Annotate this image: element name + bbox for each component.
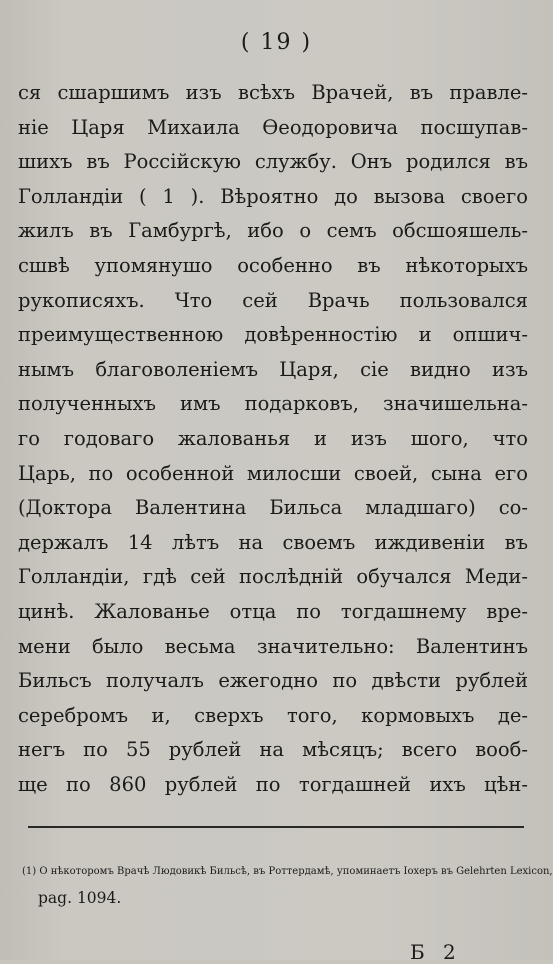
footnote-line: pag. 1094. — [38, 889, 122, 907]
text-line: держалъ 14 лѣтъ на своемъ иждивеніи въ — [18, 530, 528, 554]
text-line: негъ по 55 рублей на мѣсяцъ; всего вооб- — [18, 738, 528, 762]
text-line: сшвѣ упомянушо особенно въ нѣкоторыхъ — [18, 253, 528, 277]
text-line: ся сшаршимъ изъ всѣхъ Врачей, въ правле- — [18, 81, 528, 104]
text-line: жилъ въ Гамбургѣ, ибо о семъ обсшояшель- — [18, 219, 528, 243]
text-line: Голландіи, гдѣ сей послѣдній обучался Меди- — [18, 565, 528, 589]
text-line: серебромъ и, сверхъ того, кормовыхъ де- — [18, 703, 528, 727]
text-line: (Доктора Валентина Бильса младшаго) со- — [18, 496, 528, 520]
body-text — [18, 76, 528, 802]
text-line: цинѣ. Жалованье отца по тогдашнему вре- — [18, 599, 528, 623]
footnote-line: (1) О нѣкоторомъ Врачѣ Людовикѣ Бильсѣ, въ Роттердамѣ, упоминаетъ Іохеръ въ Gelehrten Lexicon, — [22, 866, 553, 877]
page-number: ( 19 ) — [240, 30, 313, 55]
text-line: ніе Царя Михаила Ѳеодоровича посшупав- — [18, 115, 528, 139]
footnote-divider — [28, 826, 524, 828]
text-line: рукописяхъ. Что сей Врачь пользовался — [18, 288, 528, 312]
signature-mark: Б 2 — [410, 940, 462, 964]
text-line: Голландіи ( 1 ). Вѣроятно до вызова своего — [18, 184, 528, 208]
text-line: преимущественною довѣренностію и опшич- — [18, 323, 528, 347]
text-line: го годоваго жалованья и изъ шого, что — [18, 426, 528, 450]
text-line: нымъ благоволеніемъ Царя, сіе видно изъ — [18, 357, 528, 381]
text-line: Царь, по особенной милосши своей, сына его — [18, 461, 528, 485]
text-line: ще по 860 рублей по тогдашней ихъ цѣн- — [18, 772, 528, 796]
text-line: шихъ въ Россійскую службу. Онъ родился въ — [18, 150, 528, 174]
text-line: полученныхъ имъ подарковъ, значишельна- — [18, 392, 528, 416]
footnote — [22, 858, 553, 912]
text-line: мени было весьма значительно: Валентинъ — [18, 634, 528, 658]
text-line: Бильсъ получалъ ежегодно по двѣсти рублей — [18, 669, 528, 693]
